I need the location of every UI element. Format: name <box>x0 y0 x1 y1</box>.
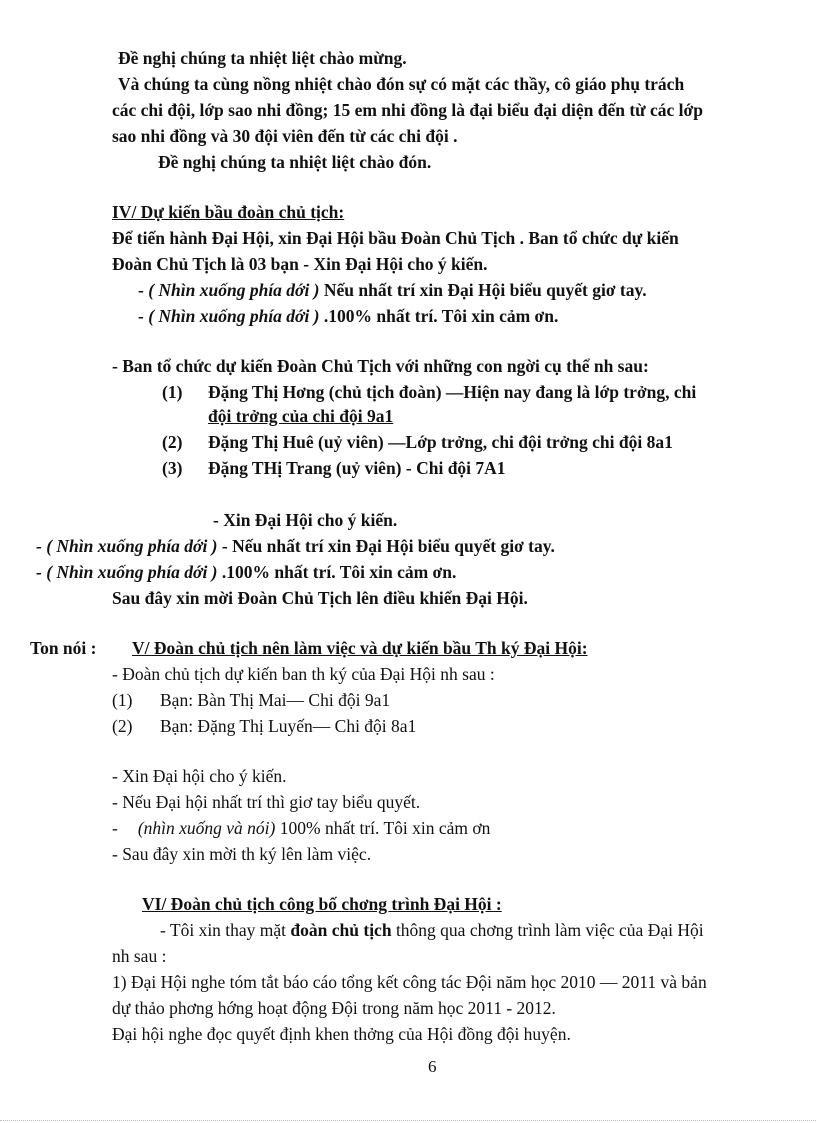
stage-direction: ( Nhìn xuống phía dới ) <box>148 280 320 300</box>
secretary-2-number: (2) <box>112 716 133 736</box>
section-5-line-7: - Sau đây xin mời th ký lên làm việc. <box>112 844 372 864</box>
section-4-heading: IV/ Dự kiến bầu đoàn chủ tịch: <box>112 202 345 222</box>
invite-presidium: Sau đây xin mời Đoàn Chủ Tịch lên điều khiển Đại Hội. <box>112 588 528 608</box>
secretary-1-text: Bạn: Bàn Thị Mai— Chi đội 9a1 <box>160 690 391 710</box>
section-5-line-4: - Xin Đại hội cho ý kiến. <box>112 766 287 786</box>
secretary-2-text: Bạn: Đặng Thị Luyến— Chi đội 8a1 <box>160 716 417 736</box>
stage-direction: - ( Nhìn xuống phía dới ) <box>36 536 218 556</box>
section-4-line-2: Đoàn Chủ Tịch là 03 bạn - Xin Đại Hội cho ý kiến. <box>112 254 488 274</box>
text: - Tôi xin thay mặt <box>160 920 291 940</box>
section-5-heading: V/ Đoàn chủ tịch nên làm việc và dự kiến bầu Th ký Đại Hội: <box>132 638 588 658</box>
vote-text: - Nếu nhất trí xin Đại Hội biểu quyết giơ tay. <box>217 536 555 556</box>
section-5-line-5: - Nếu Đại hội nhất trí thì giơ tay biểu quyết. <box>112 792 421 812</box>
candidate-2-number: (2) <box>162 432 183 452</box>
candidate-3-text: Đặng THị Trang (uỷ viên) - Chi đội 7A1 <box>208 458 506 478</box>
greeting-line-5: Đề nghị chúng ta nhiệt liệt chào đón. <box>158 152 432 172</box>
greeting-line-2: Và chúng ta cùng nồng nhiệt chào đón sự có mặt các thầy, cô giáo phụ trách <box>118 74 685 94</box>
section-6-heading: VI/ Đoàn chủ tịch công bố chơng trình Đại Hội : <box>142 894 502 914</box>
section-6-line-3: 1) Đại Hội nghe tóm tắt báo cáo tổng kết công tác Đội năm học 2010 — 2011 và bản <box>112 972 707 992</box>
candidate-1-number: (1) <box>162 382 183 402</box>
greeting-line-4: sao nhi đồng và 30 đội viên đến từ các chi đội . <box>112 126 458 146</box>
section-6-line-5: Đại hội nghe đọc quyết định khen thởng của Hội đồng đội huyện. <box>112 1024 571 1044</box>
candidate-3-number: (3) <box>162 458 183 478</box>
section-4-vote-line-4 <box>36 561 456 583</box>
section-4-vote-line-3 <box>36 535 555 557</box>
stage-direction: (nhìn xuống và nói) <box>137 818 276 838</box>
section-6-line-2: nh sau : <box>112 946 167 966</box>
page-bottom-divider <box>0 1120 816 1121</box>
stage-direction: - ( Nhìn xuống phía dới ) <box>138 306 320 326</box>
vote-text: .100% nhất trí. Tôi xin cảm ơn. <box>217 562 457 582</box>
dash: - <box>112 818 118 838</box>
section-4-line-1: Để tiến hành Đại Hội, xin Đại Hội bầu Đoàn Chủ Tịch . Ban tổ chức dự kiến <box>112 228 679 248</box>
section-5-line-6 <box>112 817 490 839</box>
greeting-line-3: các chi đội, lớp sao nhi đồng; 15 em nhi đồng là đại biểu đại diện đến từ các lớp <box>112 100 703 120</box>
dash: - <box>138 280 149 300</box>
candidate-1-text: Đặng Thị Hơng (chủ tịch đoàn) —Hiện nay đang là lớp trởng, chi <box>208 382 697 402</box>
candidates-intro: - Ban tổ chức dự kiến Đoàn Chủ Tịch với những con ngời cụ thể nh sau: <box>112 356 649 376</box>
candidate-1-continuation: đội trởng của chi đội 9a1 <box>208 406 394 426</box>
page-number: 6 <box>428 1057 437 1076</box>
vote-text: Nếu nhất trí xin Đại Hội biểu quyết giơ tay. <box>319 280 647 300</box>
section-5-line-1: - Đoàn chủ tịch dự kiến ban th ký của Đại Hội nh sau : <box>112 664 495 684</box>
ask-opinion: - Xin Đại Hội cho ý kiến. <box>213 510 398 530</box>
section-4-vote-line-2 <box>138 305 558 327</box>
candidate-2-text: Đặng Thị Huê (uỷ viên) —Lớp trởng, chi đội trởng chi đội 8a1 <box>208 432 673 452</box>
section-4-vote-line-1 <box>138 279 647 301</box>
text: thông qua chơng trình làm việc của Đại Hội <box>391 920 704 940</box>
section-6-line-4: dự thảo phơng hớng hoạt động Đội trong năm học 2011 - 2012. <box>112 998 556 1018</box>
greeting-line-1: Đề nghị chúng ta nhiệt liệt chào mừng. <box>118 48 407 68</box>
speaker-label: Ton nói : <box>30 638 97 658</box>
section-6-line-1 <box>160 919 704 941</box>
secretary-1-number: (1) <box>112 690 133 710</box>
stage-direction: - ( Nhìn xuống phía dới ) <box>36 562 218 582</box>
bold-text: đoàn chủ tịch <box>290 920 392 940</box>
vote-text: .100% nhất trí. Tôi xin cảm ơn. <box>319 306 559 326</box>
vote-text: 100% nhất trí. Tôi xin cảm ơn <box>275 818 491 838</box>
